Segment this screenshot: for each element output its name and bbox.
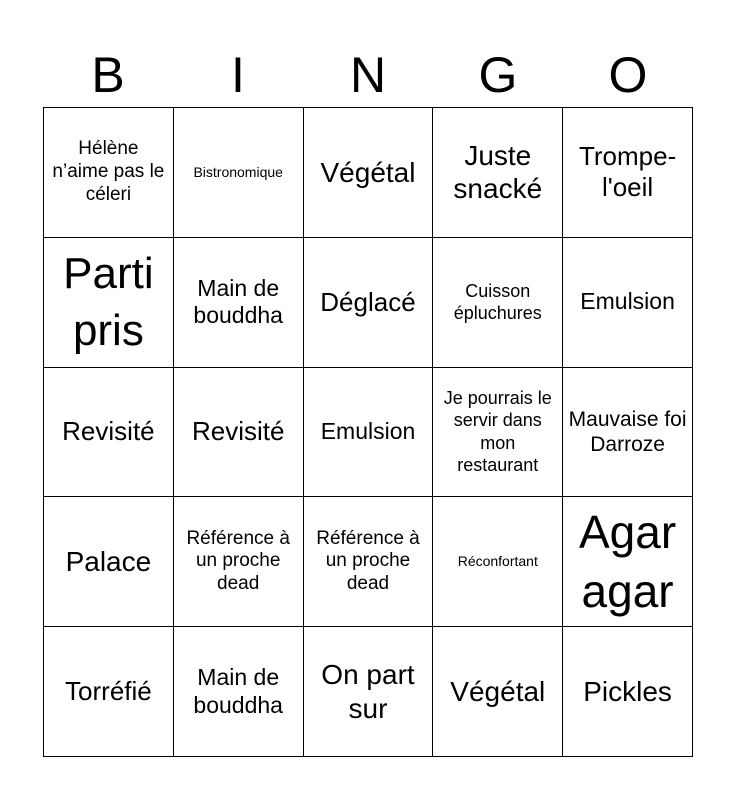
bingo-cell[interactable]: Mauvaise foi Darroze: [563, 368, 693, 498]
bingo-cell[interactable]: Végétal: [433, 627, 563, 757]
bingo-cell[interactable]: Hélène n’aime pas le céleri: [44, 108, 174, 238]
bingo-cell[interactable]: Revisité: [44, 368, 174, 498]
bingo-cell[interactable]: Trompe-l'oeil: [563, 108, 693, 238]
bingo-cell[interactable]: Emulsion: [563, 238, 693, 368]
bingo-cell[interactable]: Pickles: [563, 627, 693, 757]
bingo-cell[interactable]: Main de bouddha: [174, 627, 304, 757]
bingo-cell[interactable]: On part sur: [304, 627, 434, 757]
bingo-grid: [43, 107, 693, 757]
bingo-cell[interactable]: Je pourrais le servir dans mon restaurant: [433, 368, 563, 498]
bingo-cell[interactable]: Palace: [44, 497, 174, 627]
bingo-cell[interactable]: Déglacé: [304, 238, 434, 368]
bingo-cell[interactable]: Main de bouddha: [174, 238, 304, 368]
bingo-cell[interactable]: Référence à un proche dead: [174, 497, 304, 627]
header-letter-g: G: [478, 47, 518, 103]
bingo-cell[interactable]: Parti pris: [44, 238, 174, 368]
header-letter-o: O: [608, 47, 648, 103]
bingo-cell[interactable]: Bistronomique: [174, 108, 304, 238]
bingo-cell[interactable]: Référence à un proche dead: [304, 497, 434, 627]
bingo-cell[interactable]: Torréfié: [44, 627, 174, 757]
header-letter-n: N: [349, 47, 387, 103]
bingo-cell[interactable]: Cuisson épluchures: [433, 238, 563, 368]
header-letter-b: B: [91, 47, 125, 103]
bingo-cell[interactable]: Végétal: [304, 108, 434, 238]
bingo-cell[interactable]: Réconfortant: [433, 497, 563, 627]
bingo-cell[interactable]: Agar agar: [563, 497, 693, 627]
bingo-cell[interactable]: Emulsion: [304, 368, 434, 498]
bingo-cell[interactable]: Juste snacké: [433, 108, 563, 238]
bingo-header: [43, 44, 693, 106]
bingo-cell[interactable]: Revisité: [174, 368, 304, 498]
header-letter-i: I: [231, 47, 245, 103]
